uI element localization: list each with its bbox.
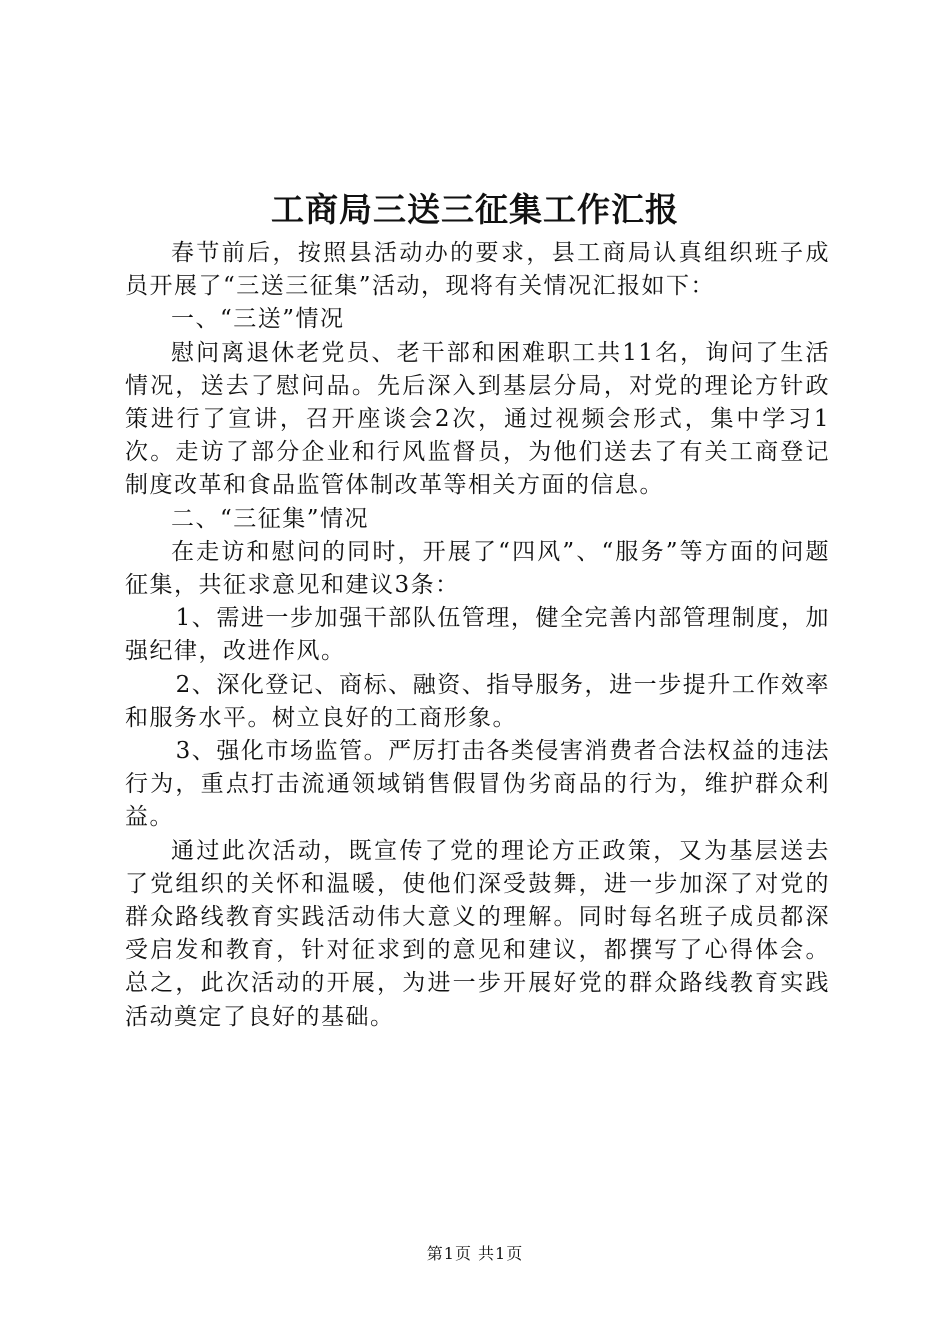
suggestion-item-2: 2、深化登记、商标、融资、指导服务，进一步提升工作效率和服务水平。树立良好的工商形象。 xyxy=(125,671,830,731)
three-collect-paragraph: 在走访和慰问的同时，开展了“四风”、“服务”等方面的问题征集，共征求意见和建议3条： xyxy=(125,538,830,599)
three-send-paragraph: 慰问离退休老党员、老干部和困难职工共11名，询问了生活情况，送去了慰问品。先后深入到基层分局，对党的理论方针政策进行了宣讲，召开座谈会2次，通过视频会形式，集中学习1次。走访了部分企业和行风监督员，为他们送去了有关工商登记制度改革和食品监管体制改革等相关方面的信息。 xyxy=(125,339,830,499)
document-title: 工商局三送三征集工作汇报 xyxy=(271,190,679,229)
intro-paragraph: 春节前后，按照县活动办的要求，县工商局认真组织班子成员开展了“三送三征集”活动，现将有关情况汇报如下： xyxy=(125,240,830,300)
suggestion-item-3: 3、强化市场监管。严厉打击各类侵害消费者合法权益的违法行为，重点打击流通领域销售假冒伪劣商品的行为，维护群众利益。 xyxy=(125,738,830,831)
document-body xyxy=(125,237,830,1034)
page-number-footer: 第1页 共1页 xyxy=(426,1244,524,1263)
suggestion-item-1: 1、需进一步加强干部队伍管理，健全完善内部管理制度，加强纪律，改进作风。 xyxy=(125,605,830,665)
section-heading-three-send: 一、“三送”情况 xyxy=(171,306,345,333)
section-heading-three-collect: 二、“三征集”情况 xyxy=(171,505,370,532)
conclusion-paragraph: 通过此次活动，既宣传了党的理论方正政策，又为基层送去了党组织的关怀和温暖，使他们深受鼓舞，进一步加深了对党的群众路线教育实践活动伟大意义的理解。同时每名班子成员都深受启发和教育，针对征求到的意见和建议，都撰写了心得体会。总之，此次活动的开展，为进一步开展好党的群众路线教育实践活动奠定了良好的基础。 xyxy=(125,837,830,1030)
